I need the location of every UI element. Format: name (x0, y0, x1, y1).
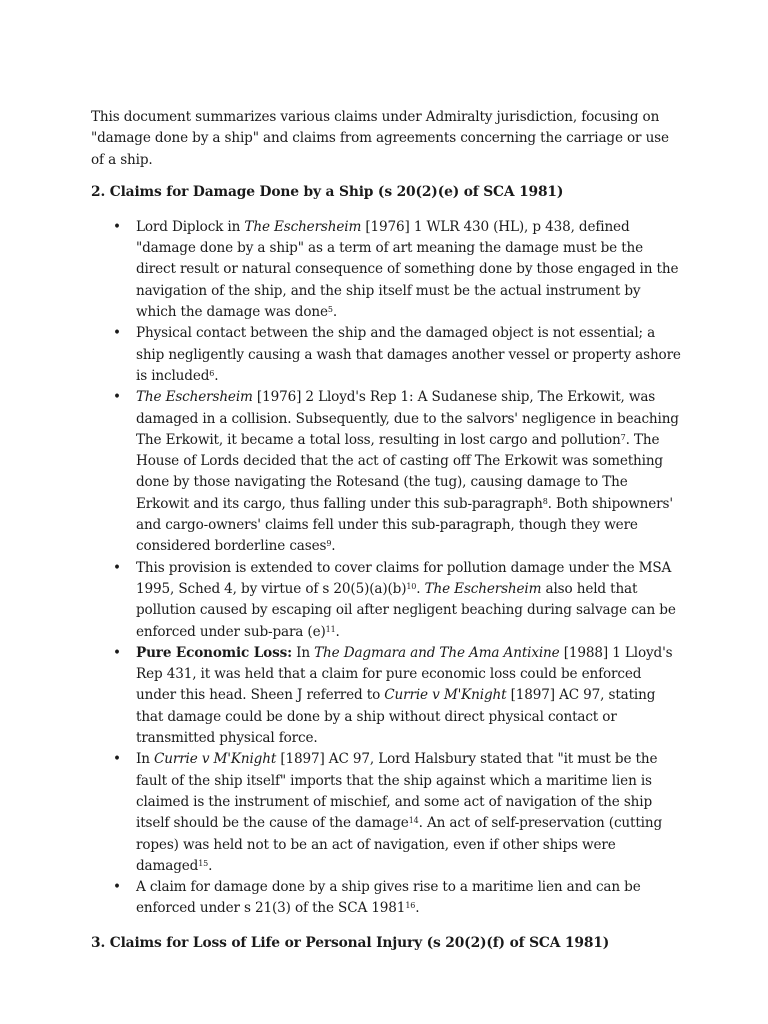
text: also held that pollution caused by escaping oil after negligent beaching during salvage can be enforced under sub-para (e) (136, 580, 676, 640)
bullet-pollution-damage (91, 558, 681, 643)
bullet-dot: • (113, 644, 121, 661)
case-name: The Eschersheim (424, 580, 542, 597)
text: . The House of Lords decided that the act of casting off The Erkowit was something done by those navigating the Rotesand (the tug), causing damage to The Erkowit and its cargo, thus falling under this sub-paragraph (136, 431, 663, 512)
footnote-ref: 14 (408, 816, 419, 826)
footnote-ref: 16 (405, 901, 416, 911)
footnote-ref: 11 (325, 624, 336, 634)
case-name: Currie v M'Knight (384, 687, 507, 704)
text: . (416, 580, 425, 597)
document-page (91, 107, 681, 968)
bullet-dot: • (113, 389, 121, 406)
text: [1976] 1 WLR 430 (HL), p 438, defined "damage done by a ship" as a term of art meaning the damage must be the direct result or natural consequence of something done by those engaged in the navigation of the ship, and the ship itself must be the actual instrument by which the damage was done (136, 218, 679, 321)
footnote-ref: 15 (198, 858, 209, 868)
footnote-ref: 6 (209, 368, 215, 378)
section-2-heading: 2. Claims for Damage Done by a Ship (s 20(2)(e) of SCA 1981) (91, 183, 564, 200)
text: . (415, 900, 420, 917)
text: [1988] 1 Lloyd's Rep 431, it was held that a claim for pure economic loss could be enforced under this head. Sheen J referred to (136, 644, 673, 704)
case-name: The Dagmara and The Ama Antixine (314, 644, 560, 661)
bullet-dot: • (113, 325, 121, 342)
text: . An act of self-preservation (cutting ropes) was held not to be an act of navigation, even if other ships were damaged (136, 815, 663, 874)
text: A claim for damage done by a ship gives rise to a maritime lien and can be enforced under s 21(3) of the SCA 1981 (136, 879, 641, 917)
text: [1897] AC 97, stating that damage could be done by a ship without direct physical contact or transmitted physical force. (136, 687, 656, 747)
bullet-dot: • (113, 879, 121, 896)
case-name: The Eschersheim (136, 389, 253, 406)
bullet-pure-economic-loss (91, 643, 681, 749)
bullet-dot: • (113, 559, 121, 576)
text: This provision is extended to cover claims for pollution damage under the MSA 1995, Sched 4, by virtue of s 20(5)(a)(b) (136, 559, 672, 597)
footnote-ref: 9 (326, 539, 332, 549)
bullet-currie-v-mknight (91, 749, 681, 877)
section-3-heading: 3. Claims for Loss of Life or Personal Injury (s 20(2)(f) of SCA 1981) (91, 934, 610, 951)
footnote-ref: 7 (620, 432, 626, 442)
text: . (331, 538, 336, 555)
text: [1897] AC 97, Lord Halsbury stated that "it must be the fault of the ship itself" imports that the ship against which a maritime lien is claimed is the instrument of mischief, and some act of navigation of the ship itself should be the cause of the damage (136, 751, 658, 832)
bullet-eschersheim-facts (91, 387, 681, 557)
text: . (214, 367, 219, 384)
intro-paragraph: This document summarizes various claims under Admiralty jurisdiction, focusing on "damage done by a ship" and claims from agreements concerning the carriage or use of a ship. (91, 109, 669, 168)
text: In (136, 751, 154, 768)
text: [1976] 2 Lloyd's Rep 1: A Sudanese ship, The Erkowit, was damaged in a collision. Subsequently, due to the salvors' negligence in beaching The Erkowit, it became a total loss, resulting in lost cargo and pollution (136, 389, 679, 448)
text: . Both shipowners' and cargo-owners' claims fell under this sub-paragraph, though they were considered borderline cases (136, 495, 673, 555)
text: Lord Diplock in (136, 218, 245, 235)
bullet-dot: • (113, 218, 121, 235)
bullet-maritime-lien (91, 877, 681, 920)
text: Physical contact between the ship and the damaged object is not essential; a ship negligently causing a wash that damages another vessel or property ashore is included (136, 325, 681, 384)
footnote-ref: 5 (327, 305, 333, 315)
footnote-ref: 8 (542, 496, 548, 506)
text: . (332, 304, 337, 321)
text: . (208, 857, 213, 874)
bold-lead: Pure Economic Loss: (136, 644, 292, 661)
text: . (335, 623, 340, 640)
section-2-bullet-list (91, 217, 681, 920)
bullet-dot: • (113, 751, 121, 768)
bullet-physical-contact (91, 323, 681, 387)
case-name: The Eschersheim (244, 218, 362, 235)
text: In (291, 644, 315, 661)
bullet-eschersheim-definition (91, 217, 681, 323)
footnote-ref: 10 (406, 581, 417, 591)
case-name: Currie v M'Knight (154, 751, 277, 768)
